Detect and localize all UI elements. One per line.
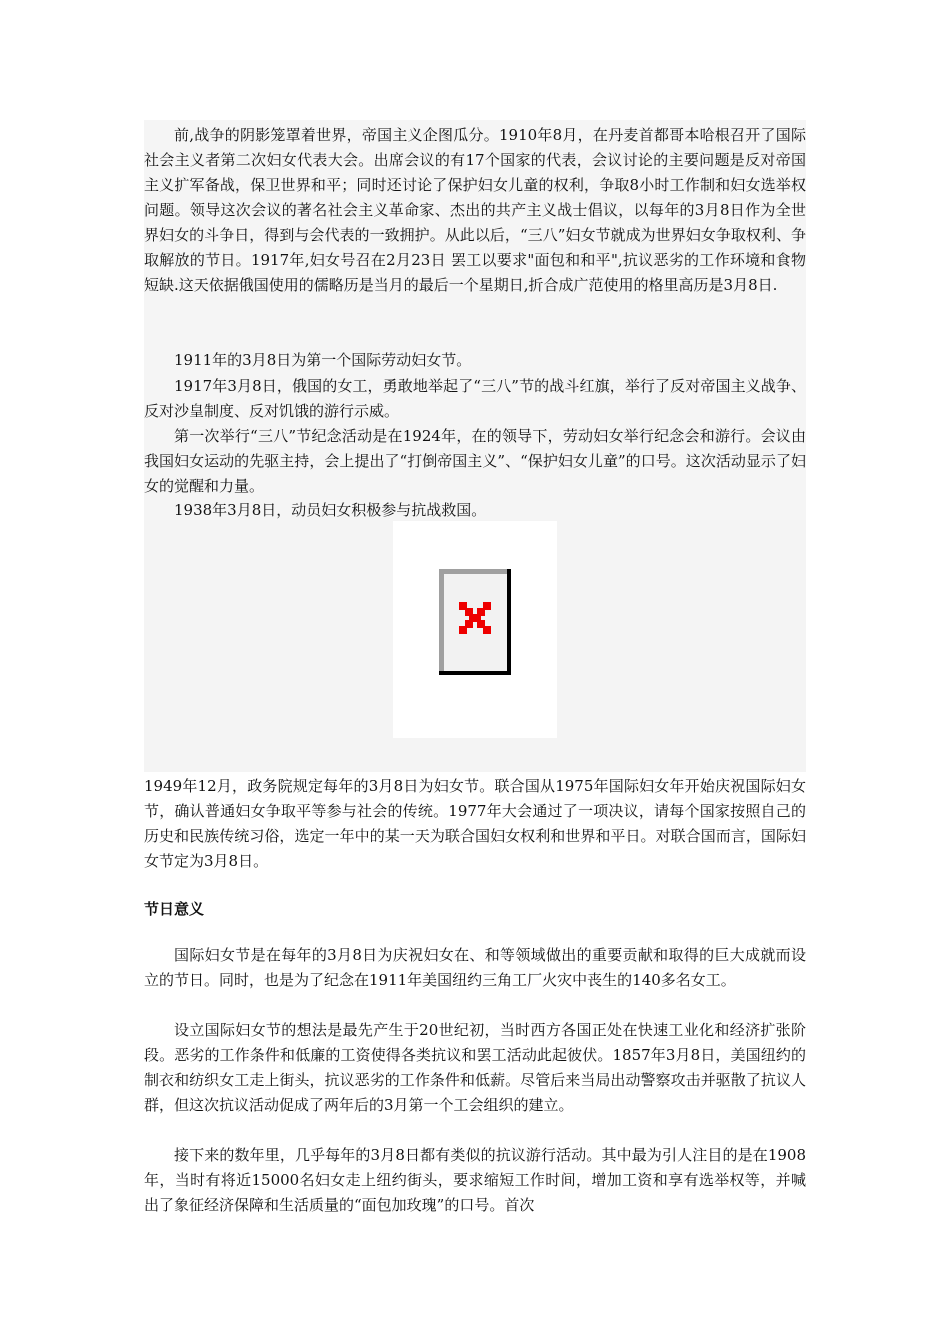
paragraph-1949-un: 1949年12月，政务院规定每年的3月8日为妇女节。联合国从1975年国际妇女年开始庆祝国际妇女节，确认普通妇女争取平等参与社会的传统。1977年大会通过了一项决议，请每个国家按照自己的历史和民族传统习俗，选定一年中的某一天为联合国妇女权利和世界和平日。对联合国而言，国际妇女节定为3月8日。 xyxy=(144,777,806,870)
paragraph-significance: 国际妇女节是在每年的3月8日为庆祝妇女在、和等领域做出的重要贡献和取得的巨大成就而设立的节日。同时，也是为了纪念在1911年美国纽约三角工厂火灾中丧生的140多名女工。 xyxy=(144,946,806,989)
paragraph-history-1910: 前,战争的阴影笼罩着世界，帝国主义企图瓜分。1910年8月，在丹麦首都哥本哈根召开了国际社会主义者第二次妇女代表大会。出席会议的有17个国家的代表，会议讨论的主要问题是反对帝国主义扩军备战，保卫世界和平；同时还讨论了保护妇女儿童的权利，争取8小时工作制和妇女选举权问题。领导这次会议的著名社会主义革命家、杰出的共产主义战士倡议，以每年的3月8日作为全世界妇女的斗争日，得到与会代表的一致拥护。从此以后，“三八”妇女节就成为世界妇女争取权利、争取解放的节日。1917年,妇女号召在2月23日 罢工以要求"面包和和平",抗议恶劣的工作环境和食物短缺.这天依据俄国使用的儒略历是当月的最后一个星期日,折合成广范使用的格里高历是3月8日. xyxy=(144,126,806,294)
paragraph-origin-1857: 设立国际妇女节的想法是最先产生于20世纪初，当时西方各国正处在快速工业化和经济扩张阶段。恶劣的工作条件和低廉的工资使得各类抗议和罢工活动此起彼伏。1857年3月8日，美国纽约的制衣和纺织女工走上街头，抗议恶劣的工作条件和低薪。尽管后来当局出动警察攻击并驱散了抗议人群，但这次抗议活动促成了两年后的3月第一个工会组织的建立。 xyxy=(144,1021,806,1114)
section-heading: 节日意义 xyxy=(144,900,205,918)
paragraph-1924: 第一次举行“三八”节纪念活动是在1924年，在的领导下，劳动妇女举行纪念会和游行。会议由我国妇女运动的先驱主持，会上提出了“打倒帝国主义”、“保护妇女儿童”的口号。这次活动显示了妇女的觉醒和力量。 xyxy=(144,427,806,495)
broken-image-icon xyxy=(439,569,511,675)
paragraph-1908: 接下来的数年里，几乎每年的3月8日都有类似的抗议游行活动。其中最为引人注目的是在1908年，当时有将近15000名妇女走上纽约街头，要求缩短工作时间，增加工资和享有选举权等，并喊出了象征经济保障和生活质量的“面包加玫瑰”的口号。首次 xyxy=(144,1146,806,1214)
paragraph-1911: 1911年的3月8日为第一个国际劳动妇女节。 xyxy=(174,351,472,369)
paragraph-1917: 1917年3月8日，俄国的女工，勇敢地举起了“三八”节的战斗红旗，举行了反对帝国主义战争、反对沙皇制度、反对饥饿的游行示威。 xyxy=(144,377,806,420)
paragraph-1938: 1938年3月8日，动员妇女积极参与抗战救国。 xyxy=(174,501,487,519)
